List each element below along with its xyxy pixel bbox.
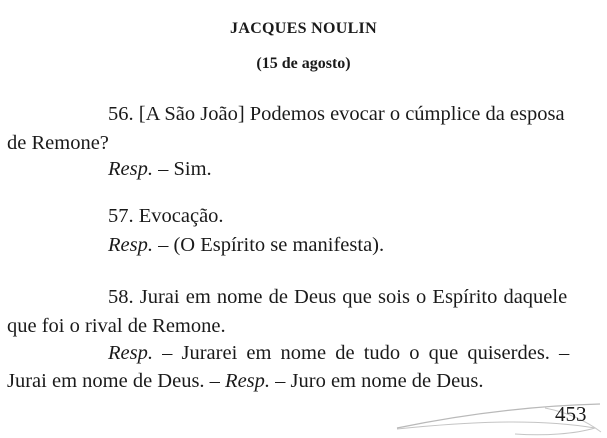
answer-58-line-1 (108, 340, 600, 366)
answer-56 (108, 156, 212, 182)
resp-label: Resp. (108, 234, 153, 256)
answer-57 (108, 232, 384, 258)
question-58-line-1-text: 58. Jurai em nome de Deus que sois o Espírito daquele (108, 286, 568, 308)
session-date: (15 de agosto) (256, 55, 351, 72)
answer-56-text: – Sim. (152, 158, 212, 180)
answer-57-text: – (O Espírito se manifesta). (152, 234, 385, 256)
question-56-line-1: 56. [A São João] Podemos evocar o cúmplice da esposa (108, 103, 565, 125)
page-title: JACQUES NOULIN (230, 20, 377, 37)
answer-58-line-2a: Jurai em nome de Deus. – (7, 370, 226, 392)
resp-label: Resp. (108, 158, 153, 180)
answer-58-line-2b: – Juro em nome de Deus. (270, 370, 484, 392)
resp-label: Resp. (108, 342, 153, 364)
answer-58-line-2 (7, 368, 484, 394)
answer-58-text: – Jurarei em nome de tudo o que quiserdes. – (152, 342, 570, 364)
question-58-line-1 (108, 284, 600, 310)
question-56-line-2: de Remone? (7, 132, 109, 154)
resp-label: Resp. (225, 370, 271, 392)
question-58-line-2: que foi o rival de Remone. (7, 315, 226, 337)
page-number: 453 (555, 402, 587, 426)
question-57: 57. Evocação. (108, 205, 224, 227)
